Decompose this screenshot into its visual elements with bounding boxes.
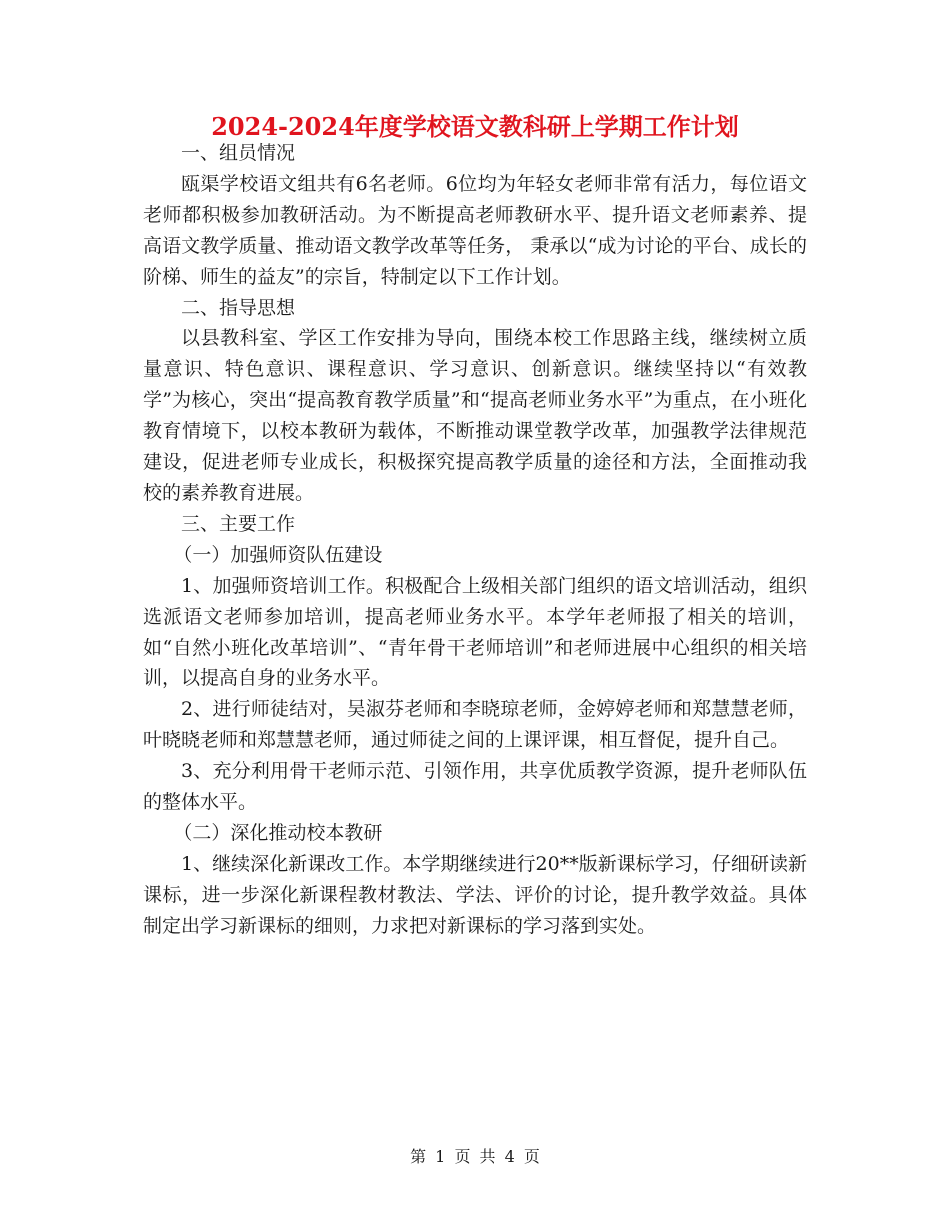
paragraph-mentorship: 2、进行师徒结对，吴淑芬老师和李晓琼老师，金婷婷老师和郑慧慧老师，叶晓晓老师和郑慧慧老师，通过师徒之间的上课评课，相互督促，提升自己。 xyxy=(143,698,807,752)
subheading-school-research: （二）深化推动校本教研 xyxy=(173,821,383,844)
paragraph-backbone-teachers: 3、充分利用骨干老师示范、引领作用，共享优质教学资源，提升老师队伍的整体水平。 xyxy=(143,760,807,814)
paragraph-members: 瓯渠学校语文组共有6名老师。6位均为年轻女老师非常有活力，每位语文老师都积极参加教研活动。为不断提高老师教研水平、提升语文老师素养、提高语文教学质量、推动语文教学改革等任务， 秉承以“成为讨论的平台、成长的阶梯、师生的益友”的宗旨，特制定以下工作计划。 xyxy=(143,172,807,288)
section-heading-main-work: 三、主要工作 xyxy=(181,512,296,535)
paragraph-guiding-thought: 以县教科室、学区工作安排为导向，围绕本校工作思路主线，继续树立质量意识、特色意识、课程意识、学习意识、创新意识。继续坚持以“有效教学”为核心，突出“提高教育教学质量”和“提高老师业务水平”为重点，在小班化教育情境下，以校本教研为载体，不断推动课堂教学改革，加强教学法律规范建设，促进老师专业成长，积极探究提高教学质量的途径和方法，全面推动我校的素养教育进展。 xyxy=(143,327,807,504)
page-footer: 第 1 页 共 4 页 xyxy=(410,1147,540,1166)
section-heading-guiding-thought: 二、指导思想 xyxy=(181,296,296,319)
paragraph-curriculum-reform: 1、继续深化新课改工作。本学期继续进行20**版新课标学习，仔细研读新课标，进一步深化新课程教材教法、学法、评价的讨论，提升教学效益。具体制定出学习新课标的细则，力求把对新课标的学习落到实处。 xyxy=(143,852,807,937)
paragraph-training: 1、加强师资培训工作。积极配合上级相关部门组织的语文培训活动，组织选派语文老师参加培训，提高老师业务水平。本学年老师报了相关的培训，如“自然小班化改革培训”、“青年骨干老师培训”和老师进展中心组织的相关培训，以提高自身的业务水平。 xyxy=(143,574,807,690)
document-body xyxy=(143,138,807,942)
document-title: 2024-2024年度学校语文教科研上学期工作计划 xyxy=(211,112,739,141)
subheading-teacher-team: （一）加强师资队伍建设 xyxy=(173,543,383,566)
section-heading-members: 一、组员情况 xyxy=(181,142,296,164)
